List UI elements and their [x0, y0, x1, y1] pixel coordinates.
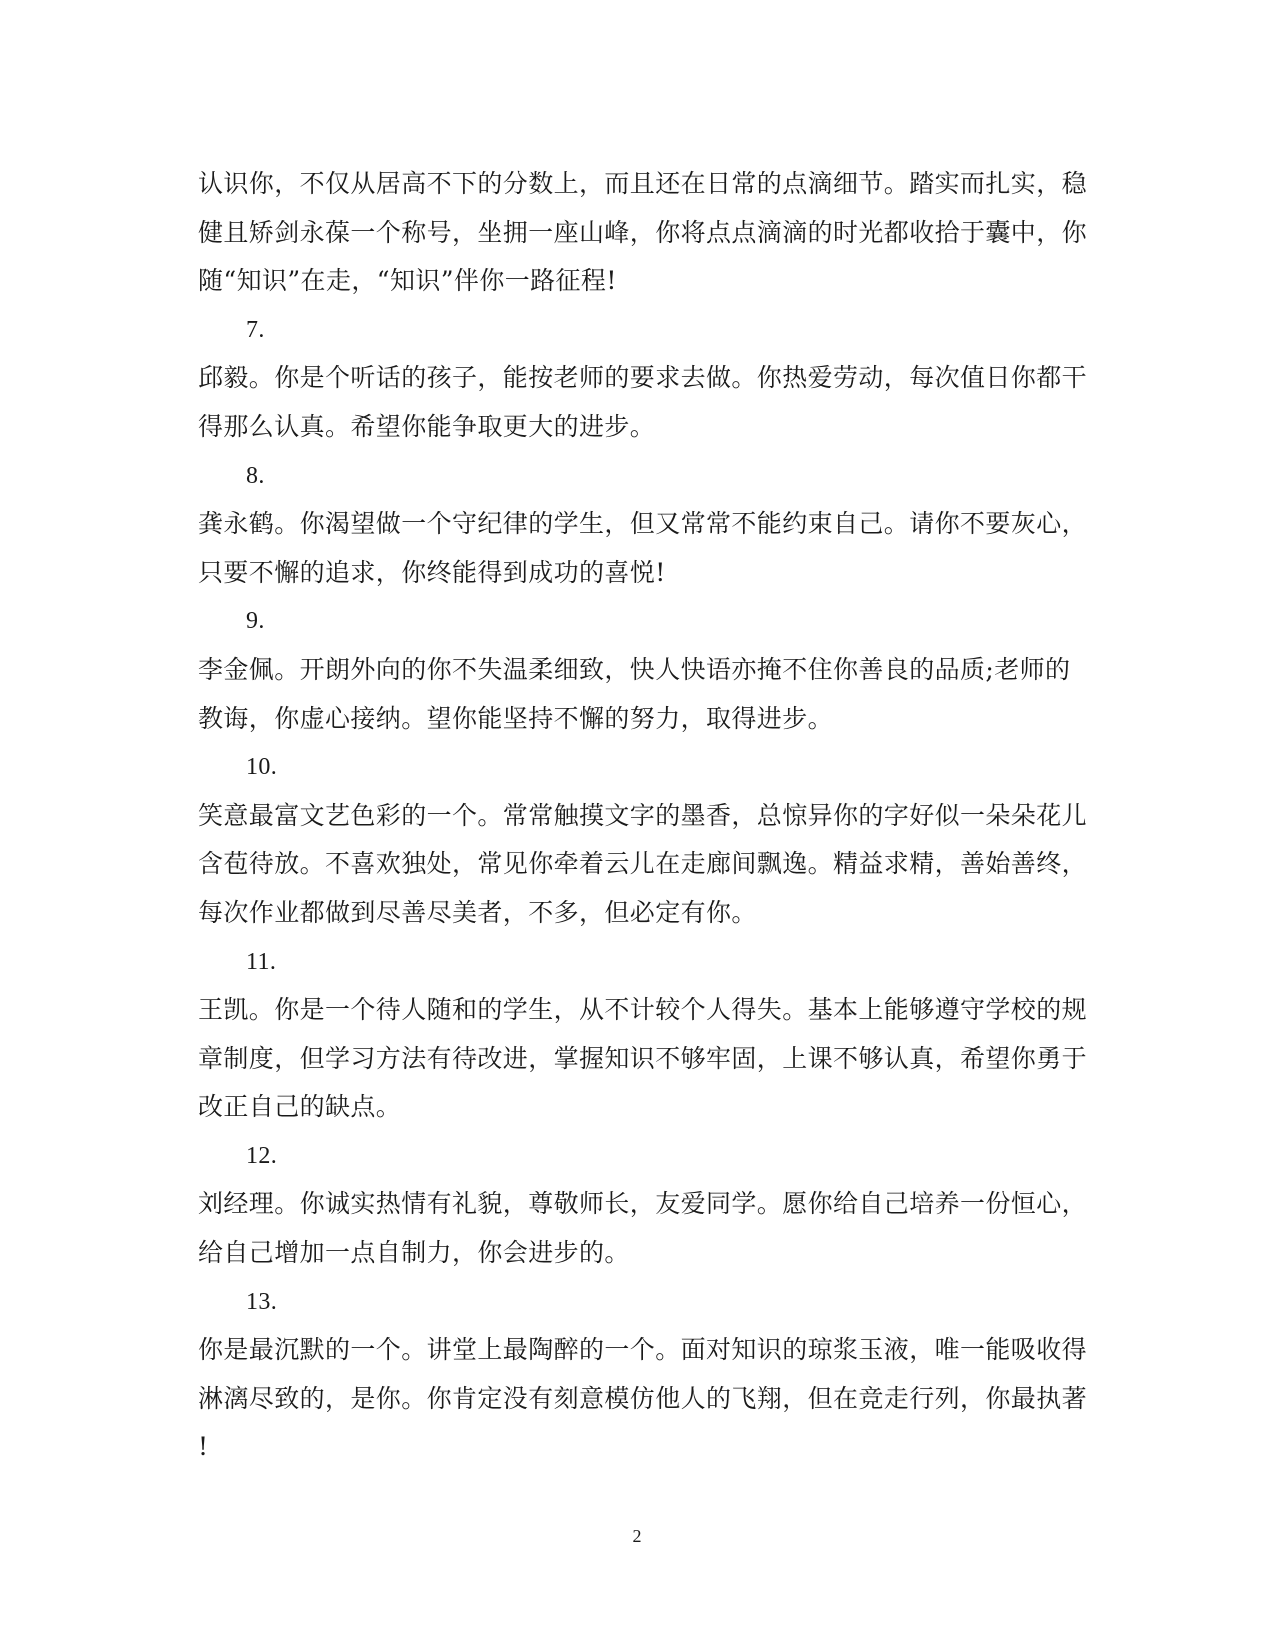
item-number: 10.: [246, 754, 278, 781]
text-line: 章制度，但学习方法有待改进，掌握知识不够牢固，上课不够认真，希望你勇于: [198, 1043, 1088, 1073]
text-line: 教诲，你虚心接纳。望你能坚持不懈的努力，取得进步。: [198, 703, 834, 733]
item-number: 8.: [246, 462, 265, 489]
text-line: 王凯。你是一个待人随和的学生，从不计较个人得失。基本上能够遵守学校的规: [198, 995, 1088, 1025]
page-number: 2: [632, 1526, 642, 1546]
text-line: 含苞待放。不喜欢独处，常见你牵着云儿在走廊间飘逸。精益求精，善始善终，: [198, 849, 1088, 879]
text-line: 改正自己的缺点。: [198, 1092, 402, 1122]
text-line: 健且矫剑永葆一个称号，坐拥一座山峰，你将点点滴滴的时光都收拾于囊中，你: [198, 217, 1088, 247]
text-line: 淋漓尽致的，是你。你肯定没有刻意模仿他人的飞翔，但在竞走行列，你最执著: [198, 1383, 1088, 1413]
text-line: !: [198, 1432, 209, 1462]
item-number: 12.: [246, 1142, 278, 1169]
text-line: 刘经理。你诚实热情有礼貌，尊敬师长，友爱同学。愿你给自己培养一份恒心，: [198, 1189, 1088, 1219]
item-number: 11.: [246, 948, 277, 975]
item-number: 9.: [246, 608, 265, 635]
item-number: 13.: [246, 1288, 278, 1315]
text-line: 随“知识”在走，“知识”伴你一路征程!: [198, 266, 617, 296]
text-line: 龚永鹤。你渴望做一个守纪律的学生，但又常常不能约束自己。请你不要灰心，: [198, 509, 1088, 539]
text-line: 认识你，不仅从居高不下的分数上，而且还在日常的点滴细节。踏实而扎实，稳: [198, 169, 1088, 198]
item-number: 7.: [246, 316, 265, 343]
text-line: 每次作业都做到尽善尽美者，不多，但必定有你。: [198, 897, 757, 927]
text-line: 笑意最富文艺色彩的一个。常常触摸文字的墨香，总惊异你的字好似一朵朵花儿: [198, 800, 1088, 830]
text-line: 只要不懈的追求，你终能得到成功的喜悦!: [198, 557, 666, 587]
text-line: 你是最沉默的一个。讲堂上最陶醉的一个。面对知识的琼浆玉液，唯一能吸收得: [198, 1335, 1088, 1365]
text-line: 得那么认真。希望你能争取更大的进步。: [198, 411, 656, 441]
text-line: 李金佩。开朗外向的你不失温柔细致，快人快语亦掩不住你善良的品质;老师的: [198, 654, 1071, 684]
document-body: [198, 160, 1088, 1472]
text-line: 邱毅。你是个听话的孩子，能按老师的要求去做。你热爱劳动，每次值日你都干: [198, 363, 1088, 393]
text-line: 给自己增加一点自制力，你会进步的。: [198, 1238, 630, 1268]
